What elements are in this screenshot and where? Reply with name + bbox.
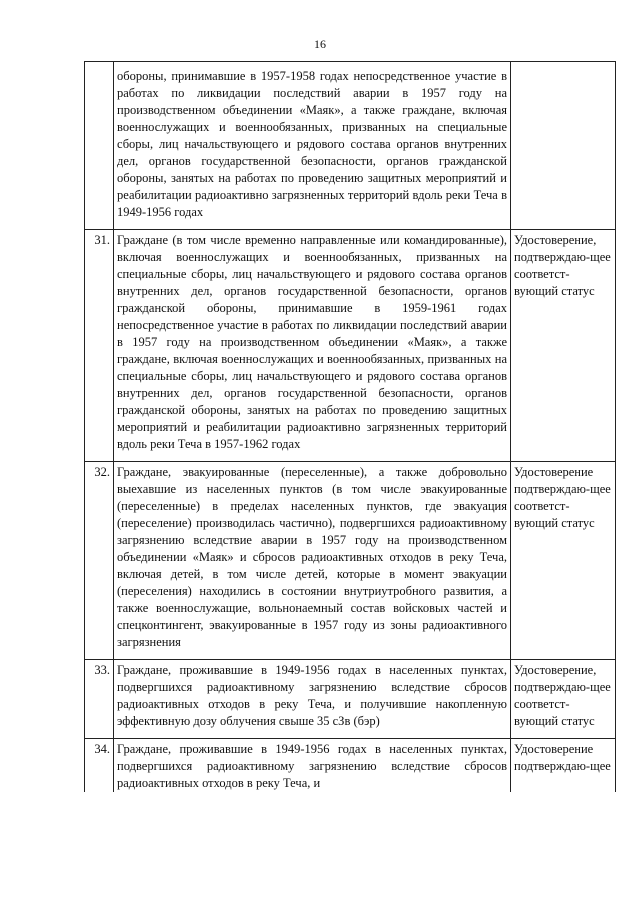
table-row (85, 62, 616, 230)
row-document: Удостоверение подтверждаю-щее соответст-вующий статус (511, 462, 616, 660)
row-number: 32. (85, 462, 114, 660)
row-description: Граждане, проживавшие в 1949-1956 годах в населенных пунктах, подвергшихся радиоактивному загрязнению вследствие сбросов радиоактивных отходов в реку Теча, и получившие накопленную эффективную дозу облучения свыше 35 сЗв (бэр) (114, 660, 511, 739)
row-number (85, 62, 114, 230)
row-number: 34. (85, 739, 114, 793)
row-description: обороны, принимавшие в 1957-1958 годах непосредственное участие в работах по ликвидации последствий аварии в 1957 году на производственном объединении «Маяк», а также граждане, включая военнослужащих и военнообязанных, призванных на специальные сборы, лиц начальствующего и рядового состава органов внутренних дел, органов государственной безопасности, органов гражданской обороны, занятых на работах по проведению защитных мероприятий и реабилитации радиоактивно загрязненных территорий вдоль реки Теча в 1949-1956 годах (114, 62, 511, 230)
row-document: Удостоверение подтверждаю-щее (511, 739, 616, 793)
table-row (85, 230, 616, 462)
row-description: Граждане (в том числе временно направленные или командированные), включая военнослужащих и военнообязанных, призванных на специальные сборы, лиц начальствующего и рядового состава органов внутренних дел, органов государственной безопасности, органов гражданской обороны, принимавшие в 1959-1961 годах непосредственное участие в работах по ликвидации последствий аварии в 1957 году на производственном объединении «Маяк», а также граждане, включая военнослужащих и военнообязанных, призванных на специальные сборы, лиц начальствующего и рядового состава органов внутренних дел, органов государственной безопасности, органов гражданской обороны, занятых на работах по проведению защитных мероприятий и реабилитации радиоактивно загрязненных территорий вдоль реки Теча в 1957-1962 годах (114, 230, 511, 462)
eligibility-table (84, 61, 616, 792)
row-document (511, 62, 616, 230)
row-description: Граждане, эвакуированные (переселенные), а также добровольно выехавшие из населенных пунктов (в том числе эвакуированные (переселенные) в пределах населенных пунктов, где эвакуация (переселение) производилась частично), подвергшихся радиоактивному загрязнению вследствие аварии в 1957 году на производственном объединении «Маяк» и сбросов радиоактивных отходов в реку Теча, включая детей, в том числе детей, которые в момент эвакуации (переселения) находились в состоянии внутриутробного развития, а также военнослужащие, вольнонаемный состав войсковых частей и спецконтингент, эвакуированные в 1957 году из зоны радиоактивного загрязнения (114, 462, 511, 660)
row-document: Удостоверение, подтверждаю-щее соответст-вующий статус (511, 230, 616, 462)
table-row (85, 462, 616, 660)
row-number: 31. (85, 230, 114, 462)
table-row (85, 660, 616, 739)
row-description: Граждане, проживавшие в 1949-1956 годах в населенных пунктах, подвергшихся радиоактивному загрязнению вследствие сбросов радиоактивных отходов в реку Теча, и (114, 739, 511, 793)
table-row (85, 739, 616, 793)
row-document: Удостоверение, подтверждаю-щее соответст-вующий статус (511, 660, 616, 739)
row-number: 33. (85, 660, 114, 739)
page-number: 16 (314, 37, 326, 51)
